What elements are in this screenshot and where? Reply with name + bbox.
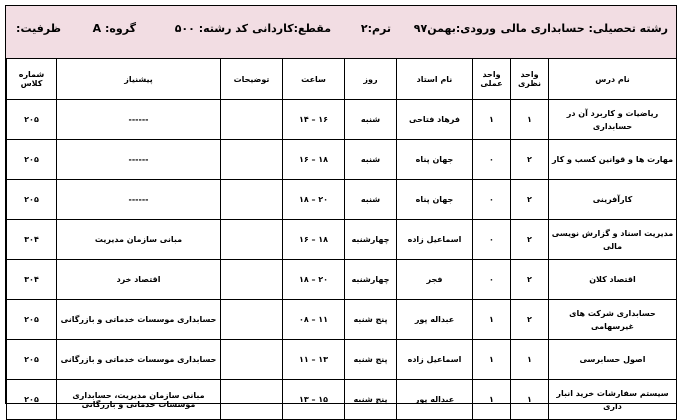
- col-day: روز: [345, 59, 397, 100]
- practical-units: ۰: [473, 180, 511, 220]
- prerequisite: مبانی سازمان مدیریت، حسابداری موسسات خدماتی و بازرگانی: [57, 380, 221, 420]
- notes: [221, 260, 283, 300]
- theory-units: ۲: [511, 260, 549, 300]
- teacher-name: عبداله پور: [397, 300, 473, 340]
- col-notes: توضیحات: [221, 59, 283, 100]
- col-course: نام درس: [549, 59, 677, 100]
- practical-units: ۰: [473, 140, 511, 180]
- term-label: ترم:۲: [360, 22, 391, 35]
- room-number: ۳۰۴: [7, 220, 57, 260]
- notes: [221, 100, 283, 140]
- col-prereq: پیشنیاز: [57, 59, 221, 100]
- major-label: رشته تحصیلی: حسابداری مالی: [500, 22, 668, 35]
- course-name: مدیریت اسناد و گزارش نویسی مالی: [549, 220, 677, 260]
- theory-units: ۲: [511, 220, 549, 260]
- time: ۲۰ – ۱۸: [283, 260, 345, 300]
- level-label: مقطع:کاردانی: [252, 22, 331, 35]
- col-teacher: نام استاد: [397, 59, 473, 100]
- course-name: مهارت ها و قوانین کسب و کار: [549, 140, 677, 180]
- day: چهارشنبه: [345, 260, 397, 300]
- prerequisite: ------: [57, 140, 221, 180]
- day: شنبه: [345, 100, 397, 140]
- day: شنبه: [345, 140, 397, 180]
- practical-units: ۱: [473, 340, 511, 380]
- table-row: [7, 100, 677, 140]
- teacher-name: فجر: [397, 260, 473, 300]
- notes: [221, 340, 283, 380]
- teacher-name: عبداله پور: [397, 380, 473, 420]
- course-name: اصول حسابرسی: [549, 340, 677, 380]
- practical-units: ۱: [473, 300, 511, 340]
- table-header-row: [7, 59, 677, 100]
- table-row: [7, 340, 677, 380]
- teacher-name: جهان پناه: [397, 140, 473, 180]
- practical-units: ۱: [473, 100, 511, 140]
- practical-units: ۰: [473, 260, 511, 300]
- code-label: کد رشته: ۵۰۰: [174, 22, 248, 35]
- group-label: گروه: A: [92, 22, 136, 35]
- theory-units: ۲: [511, 300, 549, 340]
- col-theory: واحد نظری: [511, 59, 549, 100]
- room-number: ۲۰۵: [7, 340, 57, 380]
- theory-units: ۱: [511, 100, 549, 140]
- entry-label: ورودی:بهمن۹۷: [413, 22, 496, 35]
- room-number: ۲۰۵: [7, 300, 57, 340]
- course-name: حسابداری شرکت های غیرسهامی: [549, 300, 677, 340]
- table-row: [7, 380, 677, 420]
- time: ۲۰ – ۱۸: [283, 180, 345, 220]
- day: چهارشنبه: [345, 220, 397, 260]
- room-number: ۲۰۵: [7, 140, 57, 180]
- capacity-label: ظرفیت:: [16, 22, 61, 35]
- schedule-sheet: [5, 5, 677, 411]
- time: ۱۸ – ۱۶: [283, 220, 345, 260]
- room-number: ۲۰۵: [7, 180, 57, 220]
- prerequisite: اقتصاد خرد: [57, 260, 221, 300]
- course-name: ریاضیات و کاربرد آن در حسابداری: [549, 100, 677, 140]
- practical-units: ۰: [473, 220, 511, 260]
- notes: [221, 380, 283, 420]
- room-number: ۲۰۵: [7, 380, 57, 420]
- theory-units: ۱: [511, 340, 549, 380]
- prerequisite: ------: [57, 100, 221, 140]
- day: پنج شنبه: [345, 300, 397, 340]
- practical-units: ۱: [473, 380, 511, 420]
- room-number: ۳۰۴: [7, 260, 57, 300]
- prerequisite: مبانی سازمان مدیریت: [57, 220, 221, 260]
- notes: [221, 140, 283, 180]
- time: ۱۶ – ۱۴: [283, 100, 345, 140]
- notes: [221, 300, 283, 340]
- teacher-name: اسماعیل زاده: [397, 340, 473, 380]
- schedule-header: [6, 6, 676, 59]
- day: پنج شنبه: [345, 340, 397, 380]
- prerequisite: ------: [57, 180, 221, 220]
- prerequisite: حسابداری موسسات خدماتی و بازرگانی: [57, 340, 221, 380]
- theory-units: ۲: [511, 140, 549, 180]
- teacher-name: جهان پناه: [397, 180, 473, 220]
- prerequisite: حسابداری موسسات خدماتی و بازرگانی: [57, 300, 221, 340]
- col-time: ساعت: [283, 59, 345, 100]
- theory-units: ۲: [511, 180, 549, 220]
- time: ۱۱ – ۰۸: [283, 300, 345, 340]
- table-row: [7, 220, 677, 260]
- col-practical: واحد عملی: [473, 59, 511, 100]
- course-name: کارآفرینی: [549, 180, 677, 220]
- course-name: اقتصاد کلان: [549, 260, 677, 300]
- table-row: [7, 300, 677, 340]
- table-row: [7, 260, 677, 300]
- day: شنبه: [345, 180, 397, 220]
- course-table: [6, 58, 677, 420]
- time: ۱۵ – ۱۳: [283, 380, 345, 420]
- table-row: [7, 180, 677, 220]
- theory-units: ۱: [511, 380, 549, 420]
- room-number: ۲۰۵: [7, 100, 57, 140]
- time: ۱۳ – ۱۱: [283, 340, 345, 380]
- notes: [221, 220, 283, 260]
- notes: [221, 180, 283, 220]
- teacher-name: فرهاد فتاحی: [397, 100, 473, 140]
- table-row: [7, 140, 677, 180]
- course-name: سیستم سفارشات خرید انبار داری: [549, 380, 677, 420]
- col-room: شماره کلاس: [7, 59, 57, 100]
- day: پنج شنبه: [345, 380, 397, 420]
- teacher-name: اسماعیل زاده: [397, 220, 473, 260]
- time: ۱۸ – ۱۶: [283, 140, 345, 180]
